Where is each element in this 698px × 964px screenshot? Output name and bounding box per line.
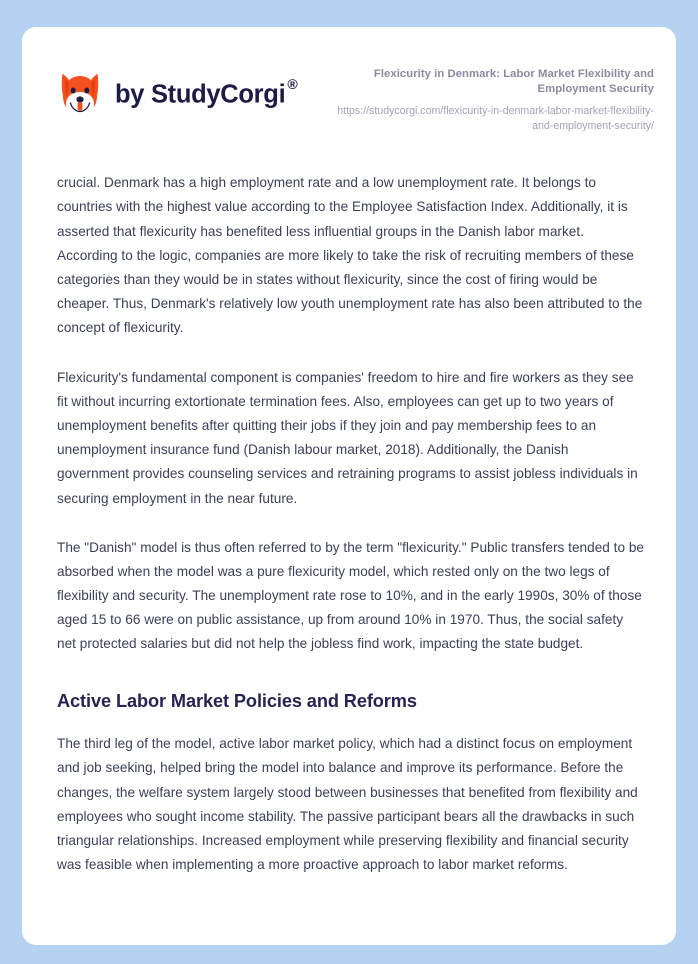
document-page-card [22, 27, 676, 945]
document-meta [318, 62, 654, 133]
body-paragraph: Flexicurity's fundamental component is companies' freedom to hire and fire workers as they see fit without incurring extortionate termination fees. Also, employees can get up to two years of unemployment benefits after quitting their jobs if they join and pay membership fees to an unemployment insurance fund (Danish labour market, 2018). Additionally, the Danish government provides counseling services and retraining programs to assist jobless individuals in securing employment in the near future. [57, 369, 638, 506]
body-paragraph: The "Danish" model is thus often referred to by the term "flexicurity." Public transfers tended to be absorbed when the model was a pure flexicurity model, which rested only on the two legs of flexibility and security. The unemployment rate rose to 10%, and in the early 1990s, 30% of those aged 15 to 66 were on public assistance, up from around 10% in 1970. Thus, the social safety net protected salaries but did not help the jobless find work, impacting the state budget. [57, 539, 644, 652]
body-paragraph: The third leg of the model, active labor market policy, which had a distinct focus on employment and job seeking, helped bring the model into balance and improve its performance. Before the changes, the welfare system largely stood between businesses that benefited from flexibility and employees who sought income stability. The passive participant bears all the drawbacks in such triangular relationships. Increased employment while preserving flexibility and financial security was feasible when implementing a more proactive approach to labor market reforms. [57, 736, 638, 873]
document-title: Flexicurity in Denmark: Labor Market Flexibility and Employment Security [373, 68, 654, 96]
brand-name [115, 75, 298, 108]
document-header [22, 27, 676, 133]
corgi-head-icon [57, 70, 103, 118]
brand-logo-block [57, 62, 297, 118]
registered-trademark-icon: ® [287, 75, 298, 92]
section-heading: Active Labor Market Policies and Reforms [57, 690, 417, 711]
document-body [22, 171, 676, 877]
brand-name-text: by StudyCorgi [115, 80, 286, 108]
body-paragraph: crucial. Denmark has a high employment rate and a low unemployment rate. It belongs to countries with the highest value according to the Employee Satisfaction Index. Additionally, it is asserted that flexicurity has benefited less influential groups in the Danish labor market. According to the logic, companies are more likely to take the risk of recruiting members of these categories than they would be in states without flexicurity, since the cost of firing would be cheaper. Thus, Denmark's relatively low youth unemployment rate has also been attributed to the concept of flexicurity. [57, 175, 643, 336]
document-source-url[interactable]: https://studycorgi.com/flexicurity-in-denmark-labor-market-flexibility-and-employment-security/ [337, 105, 654, 132]
